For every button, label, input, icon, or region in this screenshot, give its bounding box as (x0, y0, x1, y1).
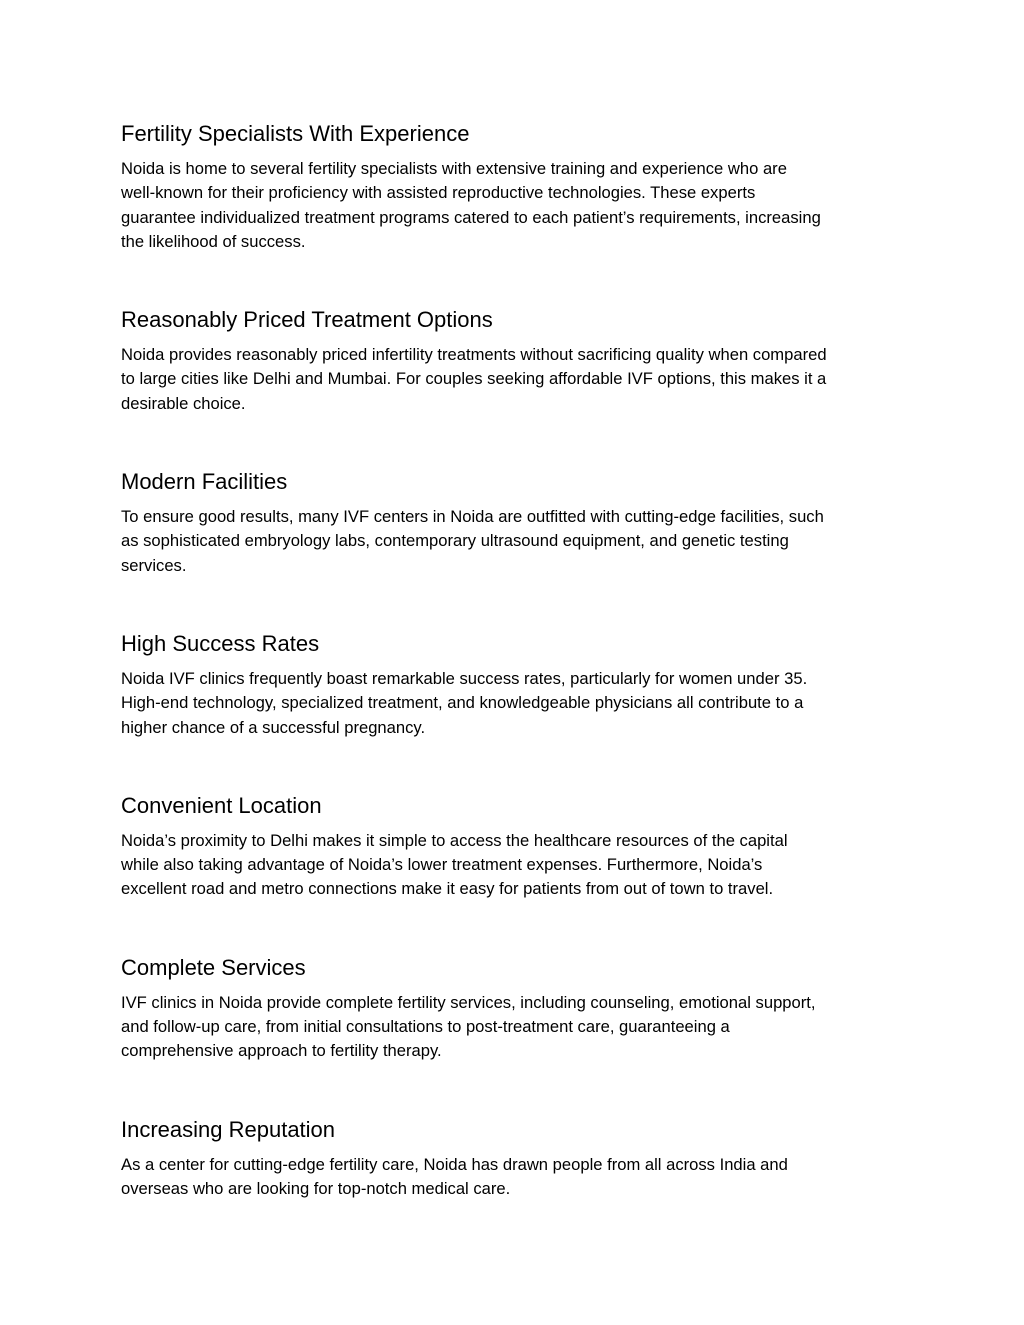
paragraph-line: desirable choice. (121, 393, 246, 413)
paragraph-line: guarantee individualized treatment programs catered to each patient’s requirements, increasing (121, 207, 821, 227)
section (121, 306, 921, 416)
paragraph-line: Noida’s proximity to Delhi makes it simple to access the healthcare resources of the capital (121, 830, 788, 850)
paragraph-line: excellent road and metro connections make it easy for patients from out of town to travel. (121, 879, 774, 899)
section-heading: Convenient Location (121, 792, 322, 818)
paragraph-line: well-known for their proficiency with assisted reproductive technologies. These experts (121, 183, 756, 203)
document-page (121, 120, 921, 1253)
section-paragraph (121, 829, 921, 902)
section (121, 1116, 921, 1202)
section-paragraph (121, 991, 921, 1064)
section-heading: Fertility Specialists With Experience (121, 121, 470, 146)
paragraph-line: as sophisticated embryology labs, contemporary ultrasound equipment, and genetic testing (121, 531, 789, 551)
section-paragraph (121, 1153, 921, 1202)
paragraph-line: High-end technology, specialized treatment, and knowledgeable physicians all contribute to a (121, 693, 804, 713)
paragraph-line: Noida is home to several fertility specialists with extensive training and experience who are (121, 159, 787, 178)
paragraph-line: services. (121, 555, 187, 575)
section (121, 792, 921, 902)
section (121, 954, 921, 1064)
section (121, 630, 921, 740)
paragraph-line: Noida provides reasonably priced infertility treatments without sacrificing quality when compared (121, 345, 827, 365)
section-paragraph (121, 667, 921, 740)
paragraph-line: comprehensive approach to fertility therapy. (121, 1041, 442, 1061)
section-heading: Modern Facilities (121, 469, 288, 495)
paragraph-line: to large cities like Delhi and Mumbai. For couples seeking affordable IVF options, this makes it a (121, 369, 827, 389)
section-paragraph (121, 343, 921, 416)
section-paragraph (121, 157, 921, 254)
section-heading: Complete Services (121, 954, 306, 980)
section-heading: High Success Rates (121, 630, 320, 656)
paragraph-line: To ensure good results, many IVF centers in Noida are outfitted with cutting-edge facilities, such (121, 507, 824, 527)
section-heading: Reasonably Priced Treatment Options (121, 307, 493, 333)
section-heading: Increasing Reputation (121, 1116, 336, 1142)
section-paragraph (121, 505, 921, 578)
paragraph-line: and follow-up care, from initial consultations to post-treatment care, guaranteeing a (121, 1017, 730, 1037)
paragraph-line: the likelihood of success. (121, 231, 306, 251)
paragraph-line: As a center for cutting-edge fertility care, Noida has drawn people from all across India and (121, 1154, 788, 1174)
paragraph-line: overseas who are looking for top-notch medical care. (121, 1178, 511, 1198)
paragraph-line: while also taking advantage of Noida’s lower treatment expenses. Furthermore, Noida’s (121, 855, 763, 875)
section (121, 468, 921, 578)
paragraph-line: IVF clinics in Noida provide complete fertility services, including counseling, emotional support, (121, 992, 816, 1012)
paragraph-line: Noida IVF clinics frequently boast remarkable success rates, particularly for women under 35. (121, 668, 808, 688)
section (121, 120, 921, 254)
paragraph-line: higher chance of a successful pregnancy. (121, 717, 426, 737)
